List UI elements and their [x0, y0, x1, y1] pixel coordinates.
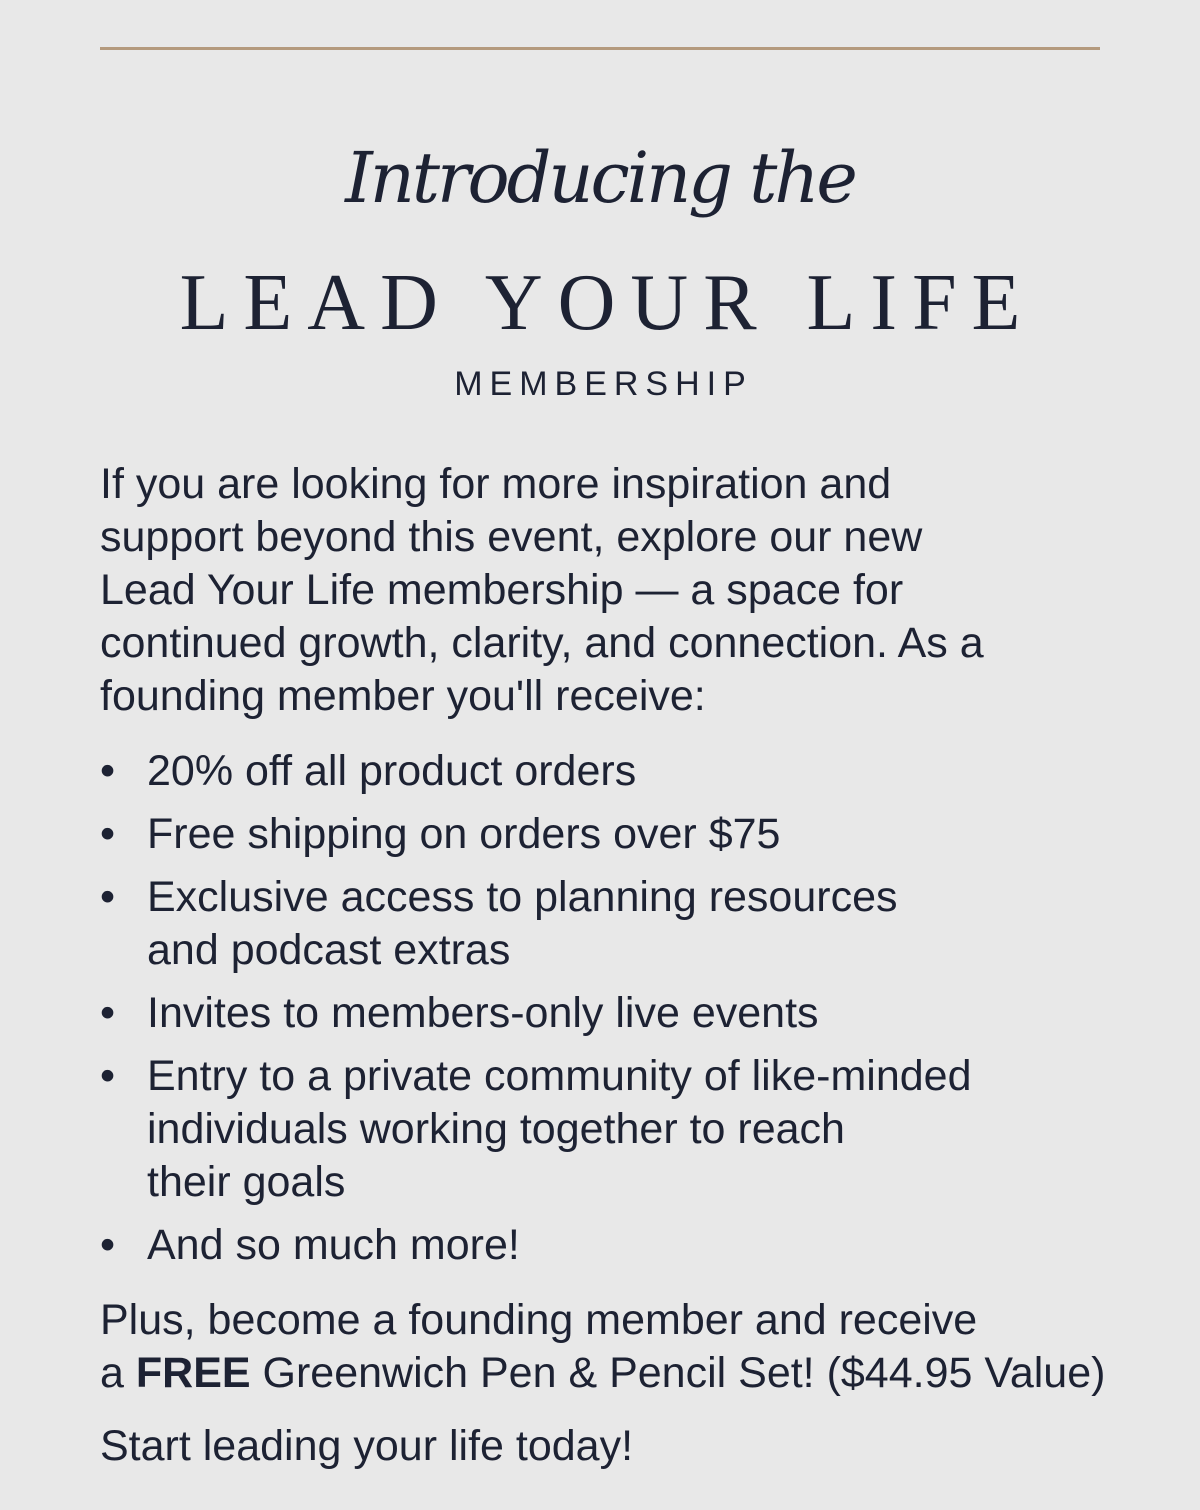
- benefit-text: individuals working together to reach: [147, 1105, 845, 1153]
- intro-heading: Introducing the: [345, 137, 855, 219]
- benefit-text: And so much more!: [147, 1221, 520, 1269]
- bullet-icon: •: [100, 873, 116, 921]
- bullet-icon: •: [100, 810, 116, 858]
- membership-description: [100, 458, 1110, 1473]
- intro-line: support beyond this event, explore our new: [100, 513, 923, 561]
- intro-line: founding member you'll receive:: [100, 672, 706, 720]
- call-to-action-text: Start leading your life today!: [100, 1422, 634, 1470]
- benefits-list: [100, 745, 1110, 1272]
- promo-paragraph: [100, 1294, 1110, 1400]
- list-item: [100, 987, 1110, 1040]
- promo-line-prefix: a: [100, 1349, 136, 1397]
- bullet-icon: •: [100, 1221, 116, 1269]
- benefit-text: their goals: [147, 1158, 346, 1206]
- benefit-text: Invites to members-only live events: [147, 989, 819, 1037]
- bullet-icon: •: [100, 747, 116, 795]
- page-subtitle: MEMBERSHIP: [454, 365, 753, 403]
- list-item: [100, 1219, 1110, 1272]
- intro-line: If you are looking for more inspiration and: [100, 460, 892, 508]
- benefit-text: Exclusive access to planning resources: [147, 873, 898, 921]
- promo-free-label: FREE: [135, 1349, 251, 1397]
- benefit-text: Entry to a private community of like-minded: [147, 1052, 972, 1100]
- top-divider: [100, 47, 1100, 50]
- benefit-text: and podcast extras: [147, 926, 511, 974]
- page-title: LEAD YOUR LIFE: [179, 259, 1036, 347]
- promo-line-suffix: Greenwich Pen & Pencil Set! ($44.95 Value): [250, 1349, 1106, 1397]
- benefit-text: 20% off all product orders: [147, 747, 637, 795]
- benefit-text: Free shipping on orders over $75: [147, 810, 781, 858]
- intro-line: continued growth, clarity, and connection. As a: [100, 619, 984, 667]
- list-item: [100, 745, 1110, 798]
- list-item: [100, 808, 1110, 861]
- intro-line: Lead Your Life membership — a space for: [100, 566, 904, 614]
- bullet-icon: •: [100, 1052, 116, 1100]
- intro-paragraph: [100, 458, 1110, 723]
- list-item: [100, 871, 1110, 977]
- bullet-icon: •: [100, 989, 116, 1037]
- promo-line: Plus, become a founding member and receive: [100, 1296, 978, 1344]
- list-item: [100, 1050, 1110, 1209]
